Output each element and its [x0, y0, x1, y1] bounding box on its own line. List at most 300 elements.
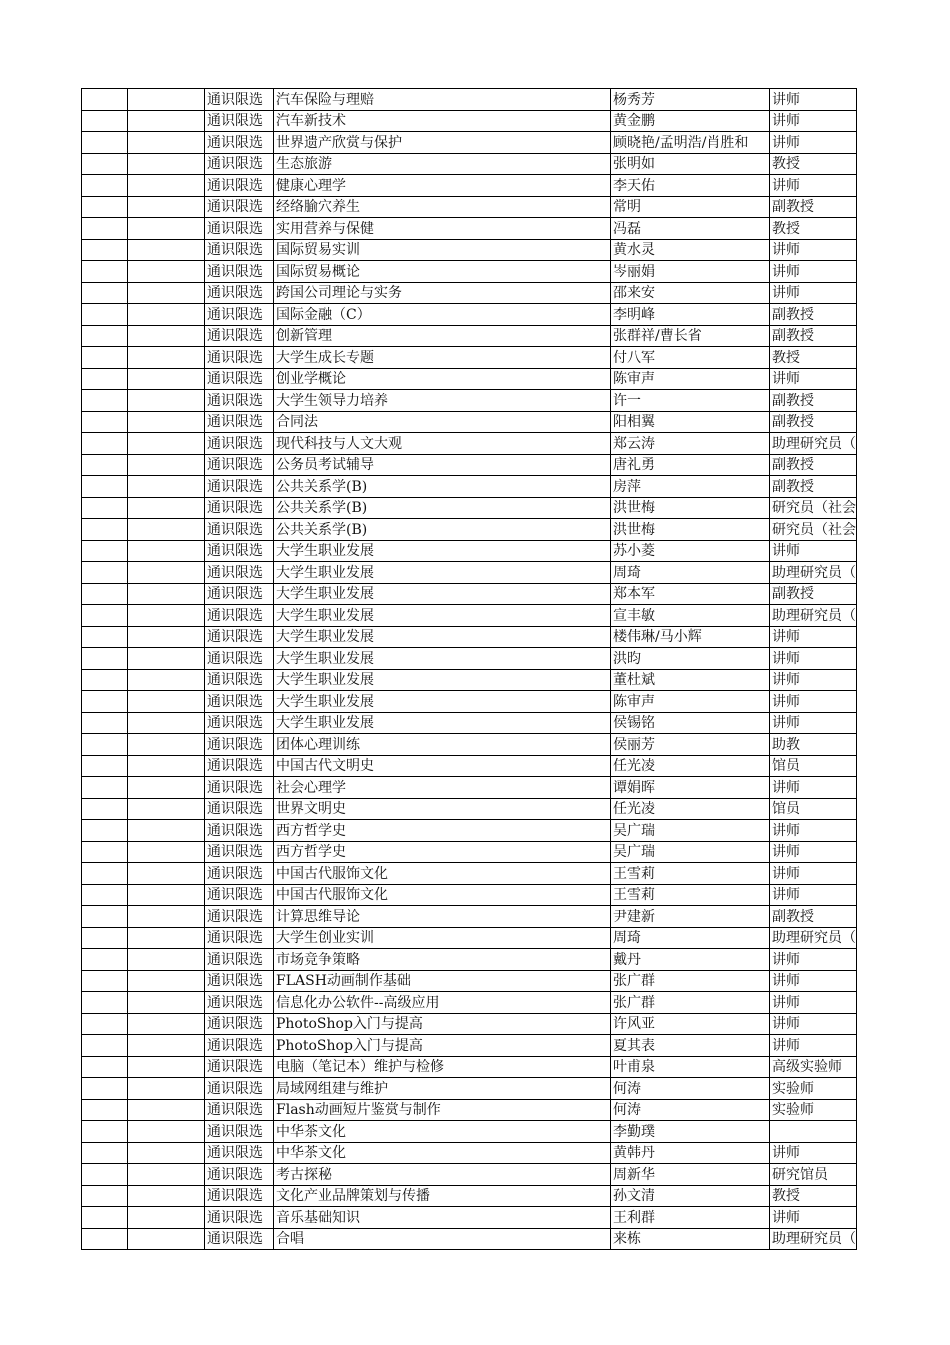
teacher-cell-text: 王雪莉 — [613, 887, 655, 903]
table-row — [82, 669, 857, 691]
teacher-cell-text: 周新华 — [613, 1166, 655, 1183]
table-row — [82, 497, 857, 519]
empty-cell — [82, 1164, 128, 1186]
teacher-cell — [611, 239, 770, 261]
teacher-title-cell — [770, 390, 857, 412]
course-type-cell — [205, 755, 274, 777]
table-row — [82, 368, 857, 390]
course-name-cell-text: PhotoShop入门与提高 — [276, 1037, 423, 1054]
course-type-cell-text: 通识限选 — [207, 392, 263, 409]
teacher-title-cell — [770, 669, 857, 691]
table-row — [82, 433, 857, 455]
empty-cell — [82, 368, 128, 390]
teacher-title-cell-text: 讲师 — [772, 263, 800, 280]
course-type-cell-text: 通识限选 — [207, 994, 263, 1011]
empty-cell — [82, 239, 128, 261]
course-name-cell — [274, 1228, 611, 1250]
teacher-title-cell — [770, 1078, 857, 1100]
course-type-cell-text: 通识限选 — [207, 693, 263, 710]
teacher-cell-text: 戴丹 — [613, 951, 641, 968]
course-type-cell — [205, 798, 274, 820]
course-type-cell — [205, 777, 274, 799]
course-name-cell — [274, 626, 611, 648]
teacher-title-cell — [770, 132, 857, 154]
course-name-cell — [274, 712, 611, 734]
teacher-cell — [611, 562, 770, 584]
course-name-cell-text: 信息化办公软件--高级应用 — [276, 994, 440, 1011]
course-name-cell-text: 中国古代服饰文化 — [276, 887, 388, 903]
teacher-cell-text: 叶甫泉 — [613, 1059, 655, 1075]
course-name-cell — [274, 970, 611, 992]
course-name-cell — [274, 927, 611, 949]
teacher-cell — [611, 906, 770, 928]
course-type-cell-text: 通识限选 — [207, 908, 263, 925]
teacher-cell — [611, 949, 770, 971]
teacher-title-cell — [770, 153, 857, 175]
teacher-cell-text: 何涛 — [613, 1102, 641, 1118]
teacher-title-cell-text: 讲师 — [772, 1037, 800, 1054]
course-type-cell-text: 通识限选 — [207, 865, 263, 882]
table-row — [82, 89, 857, 111]
empty-cell — [128, 648, 205, 670]
teacher-cell-text: 谭娟晖 — [613, 779, 655, 796]
teacher-title-cell — [770, 368, 857, 390]
course-name-cell — [274, 476, 611, 498]
teacher-title-cell — [770, 1035, 857, 1057]
empty-cell — [128, 1013, 205, 1035]
teacher-title-cell-text: 副教授 — [772, 457, 814, 473]
teacher-cell-text: 宣丰敏 — [613, 607, 655, 624]
course-name-cell — [274, 89, 611, 111]
course-name-cell-text: 考古探秘 — [276, 1166, 332, 1183]
course-name-cell-text: 团体心理训练 — [276, 736, 360, 753]
teacher-cell-text: 邵来安 — [613, 285, 655, 301]
teacher-cell — [611, 1121, 770, 1143]
course-name-cell — [274, 261, 611, 283]
teacher-cell-text: 王利群 — [613, 1209, 655, 1226]
course-name-cell — [274, 196, 611, 218]
course-type-cell-text: 通识限选 — [207, 1166, 263, 1183]
teacher-title-cell — [770, 1142, 857, 1164]
teacher-title-cell — [770, 519, 857, 541]
course-name-cell — [274, 132, 611, 154]
teacher-cell-text: 郑云涛 — [613, 435, 655, 452]
table-row — [82, 992, 857, 1014]
teacher-title-cell — [770, 1164, 857, 1186]
course-name-cell-text: 合同法 — [276, 414, 318, 430]
teacher-title-cell — [770, 196, 857, 218]
course-type-cell — [205, 1228, 274, 1250]
empty-cell — [82, 820, 128, 842]
course-type-cell — [205, 734, 274, 756]
course-name-cell — [274, 669, 611, 691]
teacher-cell-text: 周琦 — [613, 564, 641, 581]
table-row — [82, 1121, 857, 1143]
course-name-cell — [274, 347, 611, 369]
empty-cell — [82, 992, 128, 1014]
teacher-cell-text: 洪世梅 — [613, 521, 655, 538]
course-name-cell — [274, 304, 611, 326]
empty-cell — [128, 605, 205, 627]
course-type-cell-text: 通识限选 — [207, 500, 263, 516]
table-row — [82, 648, 857, 670]
empty-cell — [82, 110, 128, 132]
empty-cell — [82, 1035, 128, 1057]
teacher-cell — [611, 1164, 770, 1186]
course-name-cell-text: 大学生职业发展 — [276, 715, 374, 731]
teacher-title-cell-text: 副教授 — [772, 414, 814, 430]
empty-cell — [128, 1185, 205, 1207]
empty-cell — [128, 970, 205, 992]
course-name-cell — [274, 433, 611, 455]
table-row — [82, 562, 857, 584]
course-name-cell-text: 世界文明史 — [276, 801, 346, 817]
course-name-cell — [274, 777, 611, 799]
course-name-cell — [274, 454, 611, 476]
empty-cell — [128, 175, 205, 197]
teacher-title-cell — [770, 110, 857, 132]
course-name-cell — [274, 110, 611, 132]
teacher-title-cell-text: 助理研究员（ — [772, 1231, 856, 1247]
empty-cell — [82, 261, 128, 283]
empty-cell — [128, 1078, 205, 1100]
empty-cell — [128, 411, 205, 433]
empty-cell — [128, 347, 205, 369]
teacher-title-cell-text: 助理研究员（ — [772, 564, 856, 581]
course-name-cell-text: 创新管理 — [276, 328, 332, 344]
course-name-cell — [274, 755, 611, 777]
empty-cell — [128, 89, 205, 111]
empty-cell — [128, 390, 205, 412]
table-row — [82, 755, 857, 777]
table-row — [82, 863, 857, 885]
course-name-cell-text: 国际贸易实训 — [276, 242, 360, 258]
teacher-title-cell — [770, 261, 857, 283]
teacher-cell-text: 岑丽娟 — [613, 263, 655, 280]
course-type-cell-text: 通识限选 — [207, 306, 263, 323]
course-name-cell — [274, 1035, 611, 1057]
course-type-cell — [205, 261, 274, 283]
course-name-cell — [274, 1078, 611, 1100]
course-type-cell-text: 通识限选 — [207, 930, 263, 946]
teacher-title-cell — [770, 755, 857, 777]
teacher-cell-text: 杨秀芳 — [613, 91, 655, 108]
empty-cell — [128, 884, 205, 906]
teacher-cell-text: 王雪莉 — [613, 865, 655, 882]
teacher-cell-text: 任光凌 — [613, 801, 655, 817]
empty-cell — [128, 1228, 205, 1250]
table-row — [82, 820, 857, 842]
course-type-cell-text: 通识限选 — [207, 457, 263, 473]
empty-cell — [128, 755, 205, 777]
course-name-cell-text: 经络腧穴养生 — [276, 199, 360, 215]
course-type-cell-text: 通识限选 — [207, 134, 263, 151]
teacher-cell — [611, 153, 770, 175]
empty-cell — [82, 132, 128, 154]
teacher-cell — [611, 282, 770, 304]
teacher-cell-text: 陈审声 — [613, 371, 655, 387]
teacher-title-cell — [770, 304, 857, 326]
course-type-cell — [205, 153, 274, 175]
empty-cell — [128, 626, 205, 648]
table-row — [82, 777, 857, 799]
teacher-cell-text: 周琦 — [613, 930, 641, 946]
teacher-title-cell-text: 助理研究员（ — [772, 607, 856, 624]
course-type-cell — [205, 669, 274, 691]
teacher-cell-text: 顾晓艳/孟明浩/肖胜和 — [613, 134, 749, 151]
course-name-cell-text: 大学生职业发展 — [276, 629, 374, 645]
course-name-cell — [274, 1056, 611, 1078]
course-type-cell-text: 通识限选 — [207, 220, 263, 237]
teacher-cell — [611, 1228, 770, 1250]
course-name-cell-text: 合唱 — [276, 1231, 304, 1247]
course-type-cell — [205, 1099, 274, 1121]
empty-cell — [82, 1207, 128, 1229]
empty-cell — [128, 820, 205, 842]
teacher-title-cell — [770, 1013, 857, 1035]
teacher-title-cell-text: 馆员 — [772, 758, 800, 774]
table-row — [82, 132, 857, 154]
teacher-cell — [611, 110, 770, 132]
course-type-cell — [205, 605, 274, 627]
empty-cell — [128, 1121, 205, 1143]
course-table-body — [82, 89, 857, 1250]
course-name-cell — [274, 282, 611, 304]
table-row — [82, 605, 857, 627]
teacher-title-cell — [770, 89, 857, 111]
course-type-cell — [205, 540, 274, 562]
course-type-cell — [205, 949, 274, 971]
course-name-cell-text: 公共关系学(B) — [276, 478, 368, 495]
teacher-title-cell-text: 馆员 — [772, 801, 800, 817]
teacher-title-cell — [770, 712, 857, 734]
teacher-cell — [611, 1013, 770, 1035]
teacher-cell-text: 洪昀 — [613, 650, 641, 667]
course-name-cell-text: 局域网组建与维护 — [276, 1080, 388, 1097]
course-name-cell-text: 文化产业品牌策划与传播 — [276, 1188, 430, 1204]
teacher-cell-text: 董杜斌 — [613, 672, 655, 688]
empty-cell — [82, 669, 128, 691]
teacher-title-cell — [770, 992, 857, 1014]
empty-cell — [128, 368, 205, 390]
empty-cell — [82, 1099, 128, 1121]
empty-cell — [82, 798, 128, 820]
table-row — [82, 949, 857, 971]
teacher-title-cell-text: 讲师 — [772, 543, 800, 559]
empty-cell — [82, 734, 128, 756]
teacher-cell — [611, 411, 770, 433]
teacher-cell-text: 黄水灵 — [613, 242, 655, 258]
empty-cell — [128, 992, 205, 1014]
course-type-cell — [205, 712, 274, 734]
teacher-title-cell — [770, 433, 857, 455]
course-name-cell-text: 大学生职业发展 — [276, 693, 374, 710]
teacher-title-cell — [770, 605, 857, 627]
table-row — [82, 261, 857, 283]
empty-cell — [128, 1142, 205, 1164]
empty-cell — [128, 454, 205, 476]
course-name-cell — [274, 1185, 611, 1207]
course-name-cell-text: 汽车新技术 — [276, 113, 346, 129]
course-type-cell — [205, 454, 274, 476]
course-type-cell — [205, 691, 274, 713]
course-type-cell — [205, 282, 274, 304]
teacher-title-cell-text: 研究馆员 — [772, 1166, 828, 1183]
teacher-title-cell — [770, 411, 857, 433]
teacher-title-cell-text: 教授 — [772, 349, 800, 366]
teacher-cell — [611, 132, 770, 154]
empty-cell — [82, 476, 128, 498]
teacher-title-cell-text: 讲师 — [772, 779, 800, 796]
course-type-cell — [205, 583, 274, 605]
course-name-cell-text: 西方哲学史 — [276, 822, 346, 839]
course-type-cell-text: 通识限选 — [207, 435, 263, 452]
course-type-cell — [205, 562, 274, 584]
course-name-cell-text: 西方哲学史 — [276, 844, 346, 860]
teacher-title-cell-text: 副教授 — [772, 328, 814, 344]
table-row — [82, 1164, 857, 1186]
course-type-cell — [205, 196, 274, 218]
table-row — [82, 218, 857, 240]
teacher-title-cell — [770, 175, 857, 197]
course-type-cell — [205, 110, 274, 132]
course-name-cell-text: 国际贸易概论 — [276, 263, 360, 280]
table-row — [82, 1207, 857, 1229]
course-type-cell — [205, 841, 274, 863]
course-type-cell-text: 通识限选 — [207, 758, 263, 774]
course-type-cell-text: 通识限选 — [207, 285, 263, 301]
course-name-cell — [274, 820, 611, 842]
course-name-cell-text: 中华茶文化 — [276, 1145, 346, 1161]
table-row — [82, 411, 857, 433]
empty-cell — [82, 648, 128, 670]
teacher-cell-text: 李天佑 — [613, 177, 655, 194]
empty-cell — [82, 583, 128, 605]
teacher-cell-text: 何涛 — [613, 1080, 641, 1097]
teacher-cell — [611, 992, 770, 1014]
course-type-cell-text: 通识限选 — [207, 607, 263, 624]
course-name-cell-text: Flash动画短片鉴赏与制作 — [276, 1102, 441, 1118]
course-type-cell-text: 通识限选 — [207, 328, 263, 344]
course-type-cell — [205, 1121, 274, 1143]
teacher-title-cell — [770, 841, 857, 863]
course-type-cell-text: 通识限选 — [207, 844, 263, 860]
teacher-title-cell — [770, 218, 857, 240]
empty-cell — [82, 282, 128, 304]
teacher-cell-text: 张群祥/曹长省 — [613, 328, 702, 344]
teacher-cell-text: 吴广瑞 — [613, 844, 655, 860]
course-type-cell — [205, 497, 274, 519]
teacher-cell-text: 任光凌 — [613, 758, 655, 774]
teacher-cell — [611, 497, 770, 519]
course-type-cell-text: 通识限选 — [207, 887, 263, 903]
table-row — [82, 347, 857, 369]
course-name-cell — [274, 583, 611, 605]
teacher-title-cell — [770, 884, 857, 906]
table-row — [82, 282, 857, 304]
table-row — [82, 1035, 857, 1057]
teacher-cell — [611, 648, 770, 670]
empty-cell — [82, 497, 128, 519]
course-name-cell-text: 计算思维导论 — [276, 908, 360, 925]
teacher-cell — [611, 734, 770, 756]
teacher-title-cell — [770, 1056, 857, 1078]
empty-cell — [128, 304, 205, 326]
teacher-cell-text: 张广群 — [613, 973, 655, 989]
teacher-title-cell-text: 讲师 — [772, 865, 800, 882]
course-type-cell-text: 通识限选 — [207, 371, 263, 387]
empty-cell — [128, 261, 205, 283]
teacher-cell-text: 苏小菱 — [613, 543, 655, 559]
teacher-cell — [611, 798, 770, 820]
empty-cell — [82, 1142, 128, 1164]
course-type-cell — [205, 132, 274, 154]
teacher-title-cell-text: 教授 — [772, 156, 800, 172]
course-name-cell — [274, 218, 611, 240]
course-name-cell — [274, 906, 611, 928]
table-row — [82, 325, 857, 347]
table-row — [82, 1056, 857, 1078]
empty-cell — [128, 927, 205, 949]
empty-cell — [82, 863, 128, 885]
course-type-cell-text: 通识限选 — [207, 822, 263, 839]
table-row — [82, 1078, 857, 1100]
course-name-cell — [274, 863, 611, 885]
table-row — [82, 691, 857, 713]
teacher-title-cell-text: 讲师 — [772, 973, 800, 989]
teacher-cell — [611, 519, 770, 541]
teacher-cell-text: 吴广瑞 — [613, 822, 655, 839]
empty-cell — [82, 196, 128, 218]
teacher-title-cell-text: 实验师 — [772, 1102, 814, 1118]
course-name-cell — [274, 1207, 611, 1229]
course-type-cell-text: 通识限选 — [207, 779, 263, 796]
teacher-title-cell-text: 讲师 — [772, 1209, 800, 1226]
teacher-cell — [611, 347, 770, 369]
course-name-cell-text: 创业学概论 — [276, 371, 346, 387]
course-type-cell — [205, 906, 274, 928]
empty-cell — [128, 476, 205, 498]
course-type-cell — [205, 218, 274, 240]
teacher-cell — [611, 970, 770, 992]
teacher-title-cell — [770, 1228, 857, 1250]
course-type-cell-text: 通识限选 — [207, 629, 263, 645]
teacher-cell — [611, 540, 770, 562]
course-type-cell — [205, 626, 274, 648]
teacher-cell-text: 尹建新 — [613, 908, 655, 925]
teacher-cell-text: 冯磊 — [613, 220, 641, 237]
empty-cell — [128, 949, 205, 971]
teacher-title-cell — [770, 1099, 857, 1121]
course-name-cell-text: 大学生职业发展 — [276, 607, 374, 624]
course-name-cell-text: 公共关系学(B) — [276, 500, 368, 516]
course-type-cell — [205, 884, 274, 906]
teacher-title-cell-text: 副教授 — [772, 199, 814, 215]
table-row — [82, 970, 857, 992]
teacher-cell-text: 侯丽芳 — [613, 736, 655, 753]
teacher-cell — [611, 175, 770, 197]
table-row — [82, 304, 857, 326]
empty-cell — [128, 712, 205, 734]
empty-cell — [82, 605, 128, 627]
teacher-cell — [611, 325, 770, 347]
teacher-cell-text: 许风亚 — [613, 1016, 655, 1032]
teacher-title-cell — [770, 970, 857, 992]
teacher-title-cell-text: 讲师 — [772, 285, 800, 301]
empty-cell — [82, 626, 128, 648]
teacher-title-cell-text: 讲师 — [772, 113, 800, 129]
course-name-cell — [274, 1013, 611, 1035]
